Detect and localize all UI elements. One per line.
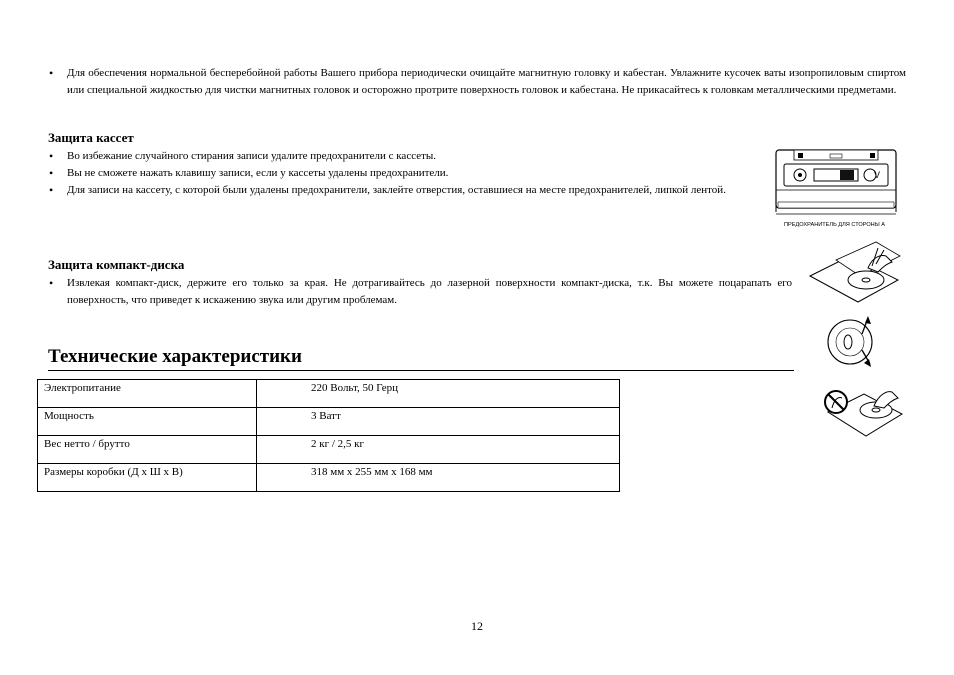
intro-bullet: • Для обеспечения нормальной бесперебойной работы Вашего прибора периодически очищайте магнитную головку и кабестан. Увлажните кусочек ваты изопропиловым спиртом или специальной жидкостью для чистки магнитных головок и осторожно протрите поверхность головок и кабестана. Не прикасайтесь к головкам металлическими предметами.	[48, 65, 906, 99]
cd-do-not-touch-illustration	[818, 378, 906, 442]
spec-value: 220 Вольт, 50 Герц	[257, 380, 620, 408]
table-row	[38, 464, 620, 492]
cd-list	[48, 275, 792, 309]
spec-label: Размеры коробки (Д х Ш х В)	[38, 464, 257, 492]
cd-bullet: • Извлекая компакт-диск, держите его только за края. Не дотрагивайтесь до лазерной поверхности компакт-диска, т.к. Вы можете поцарапать его поверхность, что приведет к искажению звука или другим проблемам.	[48, 275, 792, 309]
spec-label: Вес нетто / брутто	[38, 436, 257, 464]
spec-value: 318 мм х 255 мм х 168 мм	[257, 464, 620, 492]
cassette-section-title: Защита кассет	[48, 130, 134, 145]
table-row	[38, 380, 620, 408]
page-number: 12	[471, 619, 483, 633]
specs-table	[37, 379, 620, 492]
table-row	[38, 408, 620, 436]
cd-section-title: Защита компакт-диска	[48, 257, 185, 272]
spec-value: 3 Ватт	[257, 408, 620, 436]
cassette-bullet: • Вы не сможете нажать клавишу записи, если у кассеты удалены предохранители.	[48, 165, 762, 182]
specs-title: Технические характеристики	[48, 344, 794, 371]
cassette-list	[48, 148, 762, 199]
cassette-illustration	[770, 146, 902, 238]
svg-text:V: V	[874, 170, 881, 180]
cd-wipe-direction-illustration	[822, 314, 908, 370]
cassette-bullet: • Во избежание случайного стирания записи удалите предохранители с кассеты.	[48, 148, 762, 165]
intro-list	[48, 65, 906, 99]
spec-value: 2 кг / 2,5 кг	[257, 436, 620, 464]
cassette-figure-caption: ПРЕДОХРАНИТЕЛЬ ДЛЯ СТОРОНЫ А	[784, 222, 885, 228]
table-row	[38, 436, 620, 464]
spec-label: Электропитание	[38, 380, 257, 408]
spec-label: Мощность	[38, 408, 257, 436]
cassette-bullet: • Для записи на кассету, с которой были удалены предохранители, заклейте отверстия, оставшиеся на месте предохранителей, липкой лентой.	[48, 182, 762, 199]
cd-removal-illustration	[806, 238, 904, 312]
